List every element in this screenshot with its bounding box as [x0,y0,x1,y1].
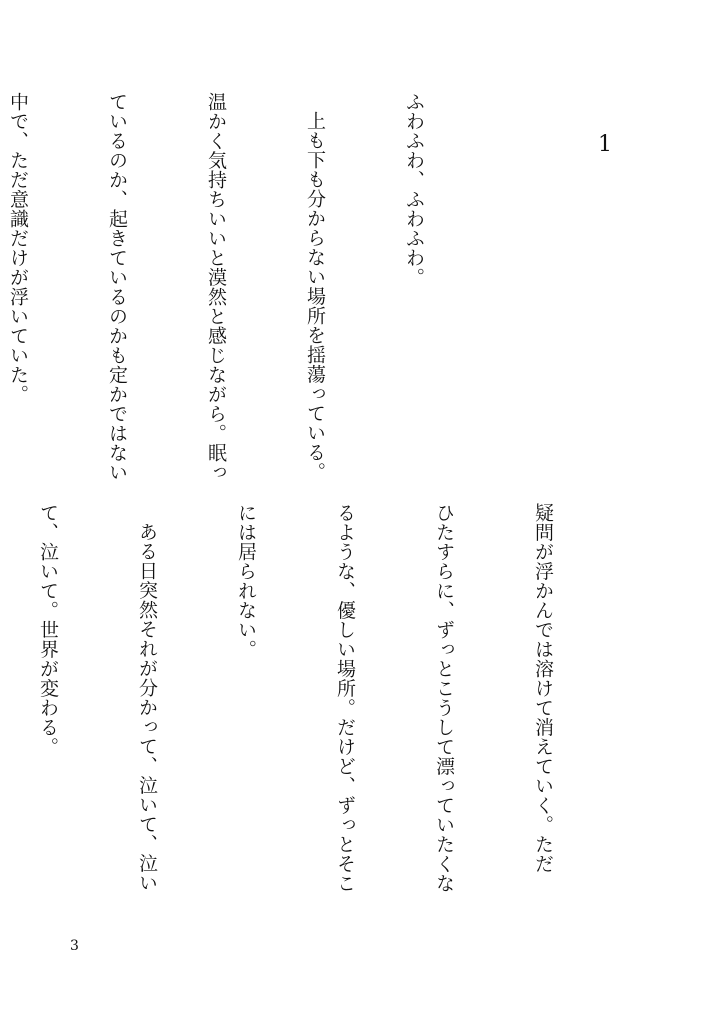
top-text-block [0,92,626,482]
text-line: 疑問が浮かんでは溶けて消えていく。ただ [532,503,554,874]
page-number: 3 [70,938,79,954]
text-line: ひたすらに、ずっとこうして漂っていたくな [433,503,455,893]
text-line: には居られない。 [235,503,257,659]
bottom-text-block [0,503,625,903]
chapter-number: 1 [598,132,612,157]
text-line: 温かく気持ちいいと漠然と感じながら。眠っ [205,92,227,482]
text-line: 上も下も分からない場所を揺蕩っている。 [304,111,326,482]
text-line: るような、優しい場所。だけど、ずっとそこ [334,503,356,893]
text-line: ふわふわ、ふわふわ。 [403,92,425,287]
text-line: ある日突然それが分かって、泣いて、泣い [136,522,158,893]
text-line: て、泣いて。世界が変わる。 [37,503,59,757]
chapter-spacer [496,92,560,472]
text-line: 中で、ただ意識だけが浮いていた。 [7,92,29,404]
text-line: ているのか、起きているのかも定かではない [106,92,128,482]
